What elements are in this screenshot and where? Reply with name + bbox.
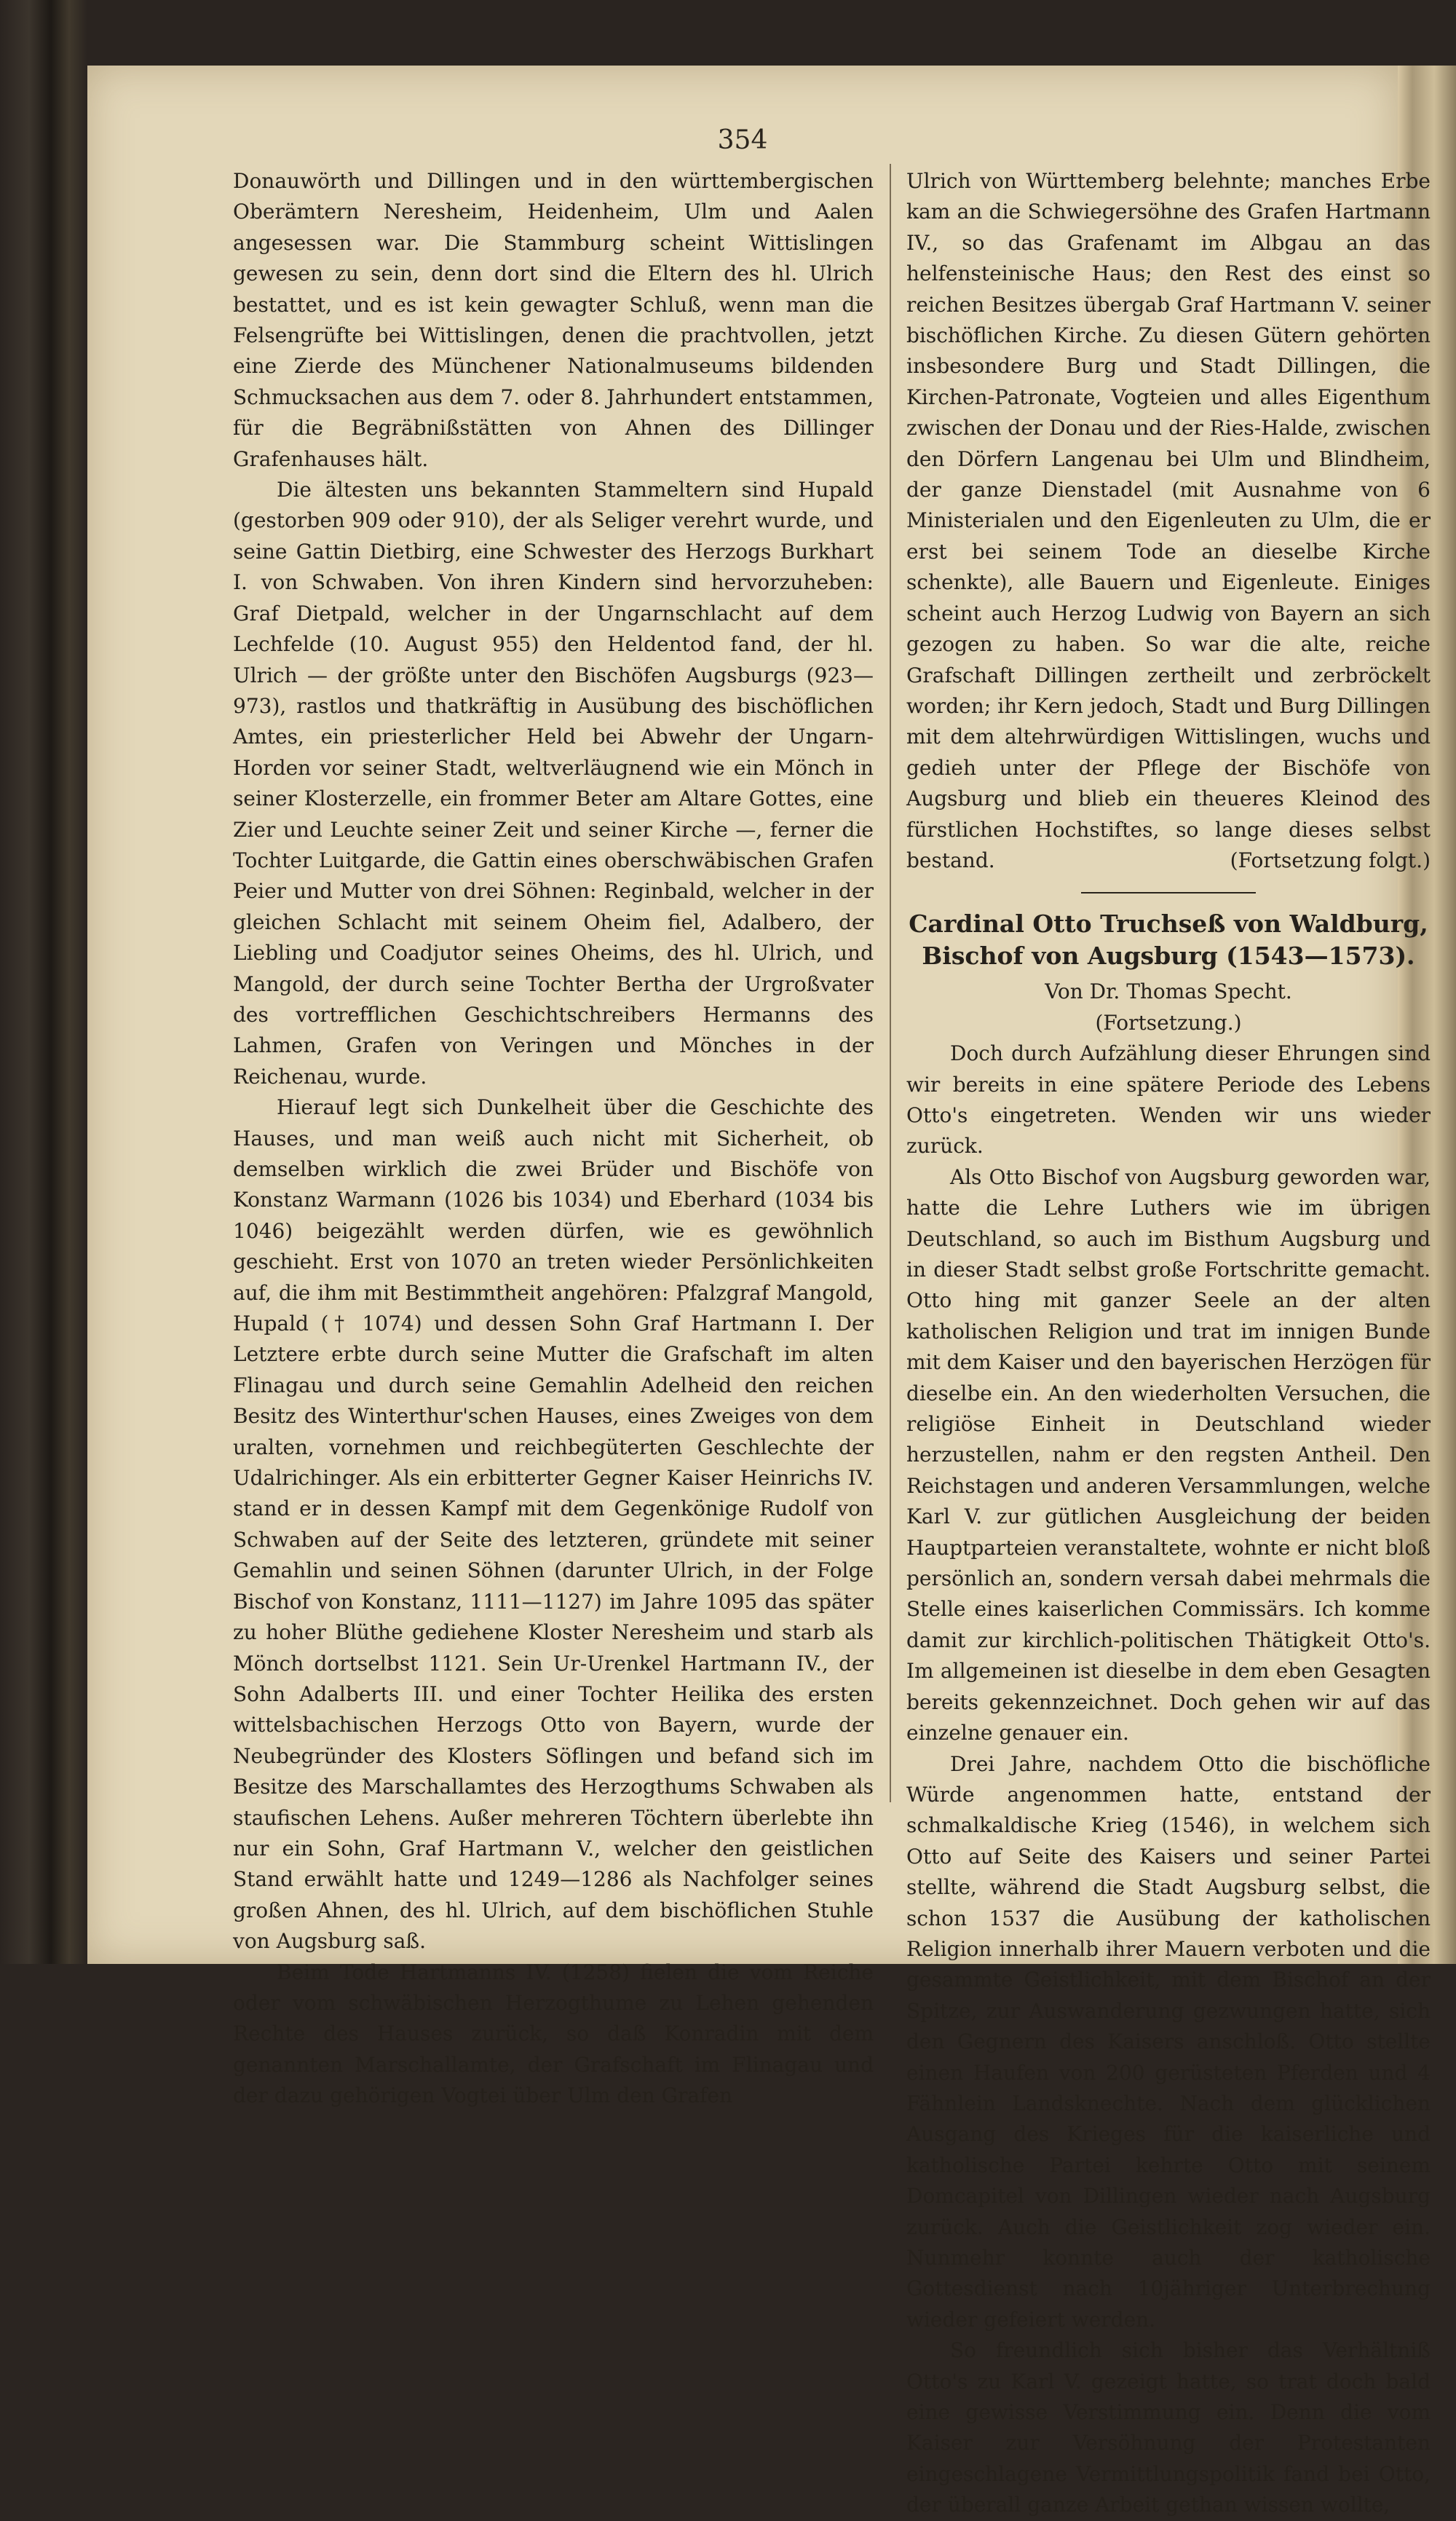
fortsetzung-folgt-note: (Fortsetzung folgt.) [1230,848,1431,872]
right-paragraph: Doch durch Aufzählung dieser Ehrungen sind wir bereits in eine spätere Periode des Lebens Otto's eingetreten. Wenden wir uns wieder zurück. [906,1041,1431,1159]
left-paragraph: Donauwörth und Dillingen und in den württembergischen Oberämtern Neresheim, Heidenheim, Ulm und Aalen angesessen war. Die Stammburg scheint Wittislingen gewesen zu sein, denn dort sind die Eltern des hl. Ulrich bestattet, und es ist kein gewagter Schluß, wenn man die Felsengrüfte bei Wittislingen, denen die prachtvollen, jetzt eine Zierde des Münchener Nationalmuseums bildenden Schmucksachen aus dem 7. oder 8. Jahrhundert entstammen, für die Begräbnißstätten von Ahnen des Dillinger Grafenhauses hält. [233,169,874,471]
left-paragraph: Beim Tode Hartmanns IV. (1258) fielen die vom Reiche oder vom schwäbischen Herzogthume zu Lehen gehenden Rechte des Hauses zurück, so daß Konradin mit dem genannten Marschallamte, der Grafschaft im Flinagau und der dazu gehörigen Vogtei über Ulm den Grafen [233,1960,874,2108]
section-divider-rule [1081,892,1256,893]
right-paragraph: Als Otto Bischof von Augsburg geworden war, hatte die Lehre Luthers wie im übrigen Deutschland, so auch im Bisthum Augsburg und in dieser Stadt selbst große Fortschritte gemacht. Otto hing mit ganzer Seele an der alten katholischen Religion und trat im innigen Bunde mit dem Kaiser und den bayerischen Herzögen für dieselbe ein. An den wiederholten Versuchen, die religiöse Einheit in Deutschland wieder herzustellen, nahm er den regsten Antheil. Den Reichstagen und anderen Versammlungen, welche Karl V. zur gütlichen Ausgleichung der beiden Hauptparteien veranstaltete, wohnte er nicht bloß persönlich an, sondern versah dabei mehrmals die Stelle eines kaiserlichen Commissärs. Ich komme damit zur kirchlich-politischen Thätigkeit Otto's. Im allgemeinen ist dieselbe in dem eben Gesagten bereits gekennzeichnet. Doch gehen wir auf das einzelne genauer ein. [906,1164,1431,1745]
column-divider [890,164,891,1802]
article-author: Von Dr. Thomas Specht. [1045,979,1292,1004]
right-paragraph: Drei Jahre, nachdem Otto die bischöfliche Würde angenommen hatte, entstand der schmalkaldische Krieg (1546), in welchem sich Otto auf Seite des Kaisers und seiner Partei stellte, während die Stadt Augsburg selbst, die schon 1537 die Ausübung der katholischen Religion innerhalb ihrer Mauern verboten und die gesammte Geistlichkeit, mit dem Bischof an der Spitze, zur Auswanderung gezwungen hatte, sich den Gegnern des Kaisers anschloß. Otto stellte einen Haufen von 200 gerüsteten Pferden und 4 Fähnlein Landsknechte. Nach dem glücklichen Ausgang des Krieges für die kaiserliche und katholische Partei kehrte Otto mit seinem Domcapitel von Dillingen wieder nach Augsburg zurück. Auch die Geistlichkeit zog wieder ein. Nunmehr konnte auch der katholische Gottesdienst nach 10jähriger Unterbrechung wieder gefeiert werden. [906,1751,1431,2332]
left-paragraph: Hierauf legt sich Dunkelheit über die Geschichte des Hauses, und man weiß auch nicht mit Sicherheit, ob demselben wirklich die zwei Brüder und Bischöfe von Konstanz Warmann (1026 bis 1034) und Eberhard (1034 bis 1046) beigezählt werden dürfen, wie es gewöhnlich geschieht. Erst von 1070 an treten wieder Persönlichkeiten auf, die ihm mit Bestimmtheit angehören: Pfalzgraf Mangold, Hupald († 1074) und dessen Sohn Graf Hartmann I. Der Letztere erbte durch seine Mutter die Grafschaft im alten Flinagau und durch seine Gemahlin Adelheid den reichen Besitz des Winterthur'schen Hauses, eines Zweiges von dem uralten, vornehmen und reichbegüterten Geschlechte der Udalrichinger. Als ein erbitterter Gegner Kaiser Heinrichs IV. stand er in dessen Kampf mit dem Gegenkönige Rudolf von Schwaben auf der Seite des letzteren, gründete mit seiner Gemahlin und seinen Söhnen (darunter Ulrich, in der Folge Bischof von Konstanz, 1111—1127) im Jahre 1095 das später zu hoher Blüthe gediehene Kloster Neresheim und starb als Mönch dortselbst 1121. Sein Ur-Urenkel Hartmann IV., der Sohn Adalberts III. und einer Tochter Heilika des ersten wittelsbachischen Herzogs Otto von Bayern, wurde der Neubegründer des Klosters Söflingen und befand sich im Besitze des Marschallamtes des Herzogthums Schwaben als staufischen Lehens. Außer mehreren Töchtern überlebte ihn nur ein Sohn, Graf Hartmann V., welcher den geistlichen Stand erwählt hatte und 1249—1286 als Nachfolger seines großen Ahnen, des hl. Ulrich, auf dem bischöflichen Stuhle von Augsburg saß. [233,1095,874,1954]
right-column [906,166,1431,2517]
page-number: 354 [717,125,768,155]
article-title: Cardinal Otto Truchseß von Waldburg, Bischof von Augsburg (1543—1573). [909,910,1428,971]
right-paragraph: So freundlich sich bisher das Verhältniß Otto's zu Karl V. gezeigt hatte, so trat doch bald eine gewisse Verstimmung ein. Denn die vom Kaiser zur Versöhnung der Protestanten eingeschlagene Vermittlungspolitik fand bei Otto, der überall ganze Arbeit gethan wissen wollte, [906,2338,1431,2517]
continuation-text: Ulrich von Württemberg belehnte; manches Erbe kam an die Schwiegersöhne des Grafen Hartmann IV., so das Grafenamt im Albgau an das helfensteinische Haus; den Rest des einst so reichen Besitzes übergab Graf Hartmann V. seiner bischöflichen Kirche. Zu diesen Gütern gehörten insbesondere Burg und Stadt Dillingen, die Kirchen-Patronate, Vogteien und alles Eigenthum zwischen der Donau und der Ries-Halde, zwischen den Dörfern Langenau bei Ulm und Blindheim, der ganze Dienstadel (mit Ausnahme von 6 Ministerialen und den Eigenleuten zu Ulm, die er erst bei seinem Tode an dieselbe Kirche schenkte), alle Bauern und Eigenleute. Einiges scheint auch Herzog Ludwig von Bayern an sich gezogen zu haben. So war die alte, reiche Grafschaft Dillingen zertheilt und zerbröckelt worden; ihr Kern jedoch, Stadt und Burg Dillingen mit dem altehrwürdigen Wittislingen, wuchs und gedieh unter der Pflege der Bischöfe von Augsburg und blieb ein theueres Kleinod des fürstlichen Hochstiftes, so lange dieses selbst bestand. [906,169,1431,872]
right-continuation-paragraph [906,166,1431,876]
book-page [87,66,1431,2517]
left-column [233,166,874,2108]
left-paragraph: Die ältesten uns bekannten Stammeltern sind Hupald (gestorben 909 oder 910), der als Seliger verehrt wurde, und seine Gattin Dietbirg, eine Schwester des Herzogs Burkhart I. von Schwaben. Von ihren Kindern sind hervorzuheben: Graf Dietpald, welcher in der Ungarnschlacht auf dem Lechfelde (10. August 955) den Heldentod fand, der hl. Ulrich — der größte unter den Bischöfen Augsburgs (923—973), rastlos und thatkräftig in Ausübung des bischöflichen Amtes, ein priesterlicher Held bei Abwehr der Ungarn-Horden vor seiner Stadt, weltverläugnend wie ein Mönch in seiner Klosterzelle, ein frommer Beter am Altare Gottes, eine Zier und Leuchte seiner Zeit und seiner Kirche —, ferner die Tochter Luitgarde, die Gattin eines oberschwäbischen Grafen Peier und Mutter von drei Söhnen: Reginbald, welcher in der gleichen Schlacht mit seinem Oheim fiel, Adalbero, der Liebling und Coadjutor seines Oheims, des hl. Ulrich, und Mangold, der durch seine Tochter Bertha der Urgroßvater des vortrefflichen Geschichtschreibers Hermanns des Lahmen, Grafen von Veringen und Mönches in der Reichenau, wurde. [233,478,874,1089]
fortsetzung-note: (Fortsetzung.) [1095,1010,1242,1035]
